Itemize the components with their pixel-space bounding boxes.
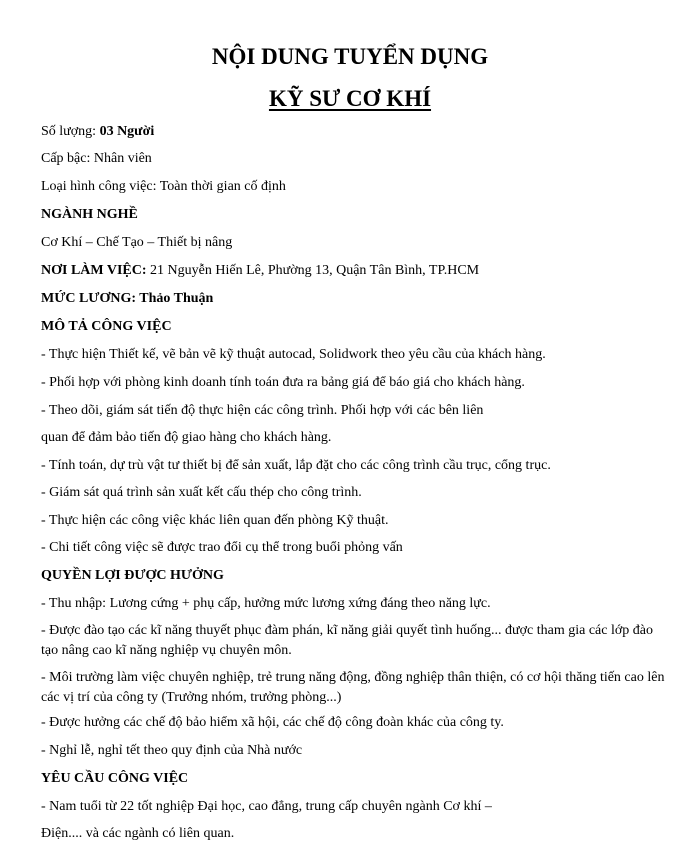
benefit-item: - Thu nhập: Lương cứng + phụ cấp, hưởng mức lương xứng đáng theo năng lực. bbox=[41, 596, 491, 611]
salary-value: Thảo Thuận bbox=[139, 291, 214, 306]
description-line: - Thực hiện các công việc khác liên quan đến phòng Kỹ thuật. bbox=[41, 513, 389, 528]
requirement-line: Điện.... và các ngành có liên quan. bbox=[41, 826, 235, 841]
description-heading: MÔ TẢ CÔNG VIỆC bbox=[41, 319, 172, 334]
quantity-line bbox=[41, 122, 670, 142]
description-line: - Thực hiện Thiết kế, vẽ bản vẽ kỹ thuật autocad, Solidwork theo yêu cầu của khách hàng. bbox=[41, 347, 546, 362]
benefit-item: - Nghỉ lễ, nghỉ tết theo quy định của Nhà nước bbox=[41, 743, 303, 758]
requirement-line: - Nam tuổi từ 22 tốt nghiệp Đại học, cao đẳng, trung cấp chuyên ngành Cơ khí – bbox=[41, 799, 492, 814]
requirements-heading: YÊU CẦU CÔNG VIỆC bbox=[41, 771, 189, 786]
position-title: KỸ SƯ CƠ KHÍ bbox=[268, 86, 432, 111]
industry-value: Cơ Khí – Chế Tạo – Thiết bị nâng bbox=[41, 235, 233, 250]
document-title: NỘI DUNG TUYỂN DỤNG bbox=[211, 44, 489, 69]
description-line: - Phối hợp với phòng kinh doanh tính toán đưa ra bảng giá để báo giá cho khách hàng. bbox=[41, 375, 525, 390]
salary-label: MỨC LƯƠNG: bbox=[41, 291, 140, 306]
salary-line bbox=[41, 289, 670, 309]
industry-heading: NGÀNH NGHỀ bbox=[41, 207, 138, 222]
workplace-value: 21 Nguyễn Hiến Lê, Phường 13, Quận Tân Bình, TP.HCM bbox=[146, 263, 480, 278]
description-line: - Theo dõi, giám sát tiến độ thực hiện các công trình. Phối hợp với các bên liên bbox=[41, 403, 484, 418]
quantity-label: Số lượng: bbox=[41, 124, 100, 139]
description-line: - Chi tiết công việc sẽ được trao đổi cụ thể trong buổi phỏng vấn bbox=[41, 540, 403, 555]
workplace-label: NƠI LÀM VIỆC: bbox=[41, 263, 147, 278]
benefit-item: - Môi trường làm việc chuyên nghiệp, trẻ trung năng động, đồng nghiệp thân thiện, có cơ hội thăng tiến cao lên các vị trí của công ty (Trưởng nhóm, trưởng phòng...) bbox=[41, 670, 665, 705]
workplace-line bbox=[41, 261, 670, 281]
description-line: - Tính toán, dự trù vật tư thiết bị để sản xuất, lắp đặt cho các công trình cầu trục, cổng trục. bbox=[41, 458, 551, 473]
description-line: - Giám sát quá trình sản xuất kết cấu thép cho công trình. bbox=[41, 485, 362, 500]
benefit-item: - Được hưởng các chế độ bảo hiểm xã hội, các chế độ công đoàn khác của công ty. bbox=[41, 715, 504, 730]
benefits-heading: QUYỀN LỢI ĐƯỢC HƯỞNG bbox=[41, 568, 224, 583]
benefit-item: - Được đào tạo các kĩ năng thuyết phục đàm phán, kĩ năng giải quyết tình huống... được tham gia các lớp đào tạo nâng cao kĩ năng nghiệp vụ chuyên môn. bbox=[41, 623, 653, 658]
job-type-line: Loại hình công việc: Toàn thời gian cố định bbox=[41, 179, 286, 194]
quantity-value: 03 Người bbox=[99, 124, 155, 139]
level-line: Cấp bậc: Nhân viên bbox=[41, 151, 152, 166]
description-line: quan để đảm bảo tiến độ giao hàng cho khách hàng. bbox=[41, 430, 332, 445]
